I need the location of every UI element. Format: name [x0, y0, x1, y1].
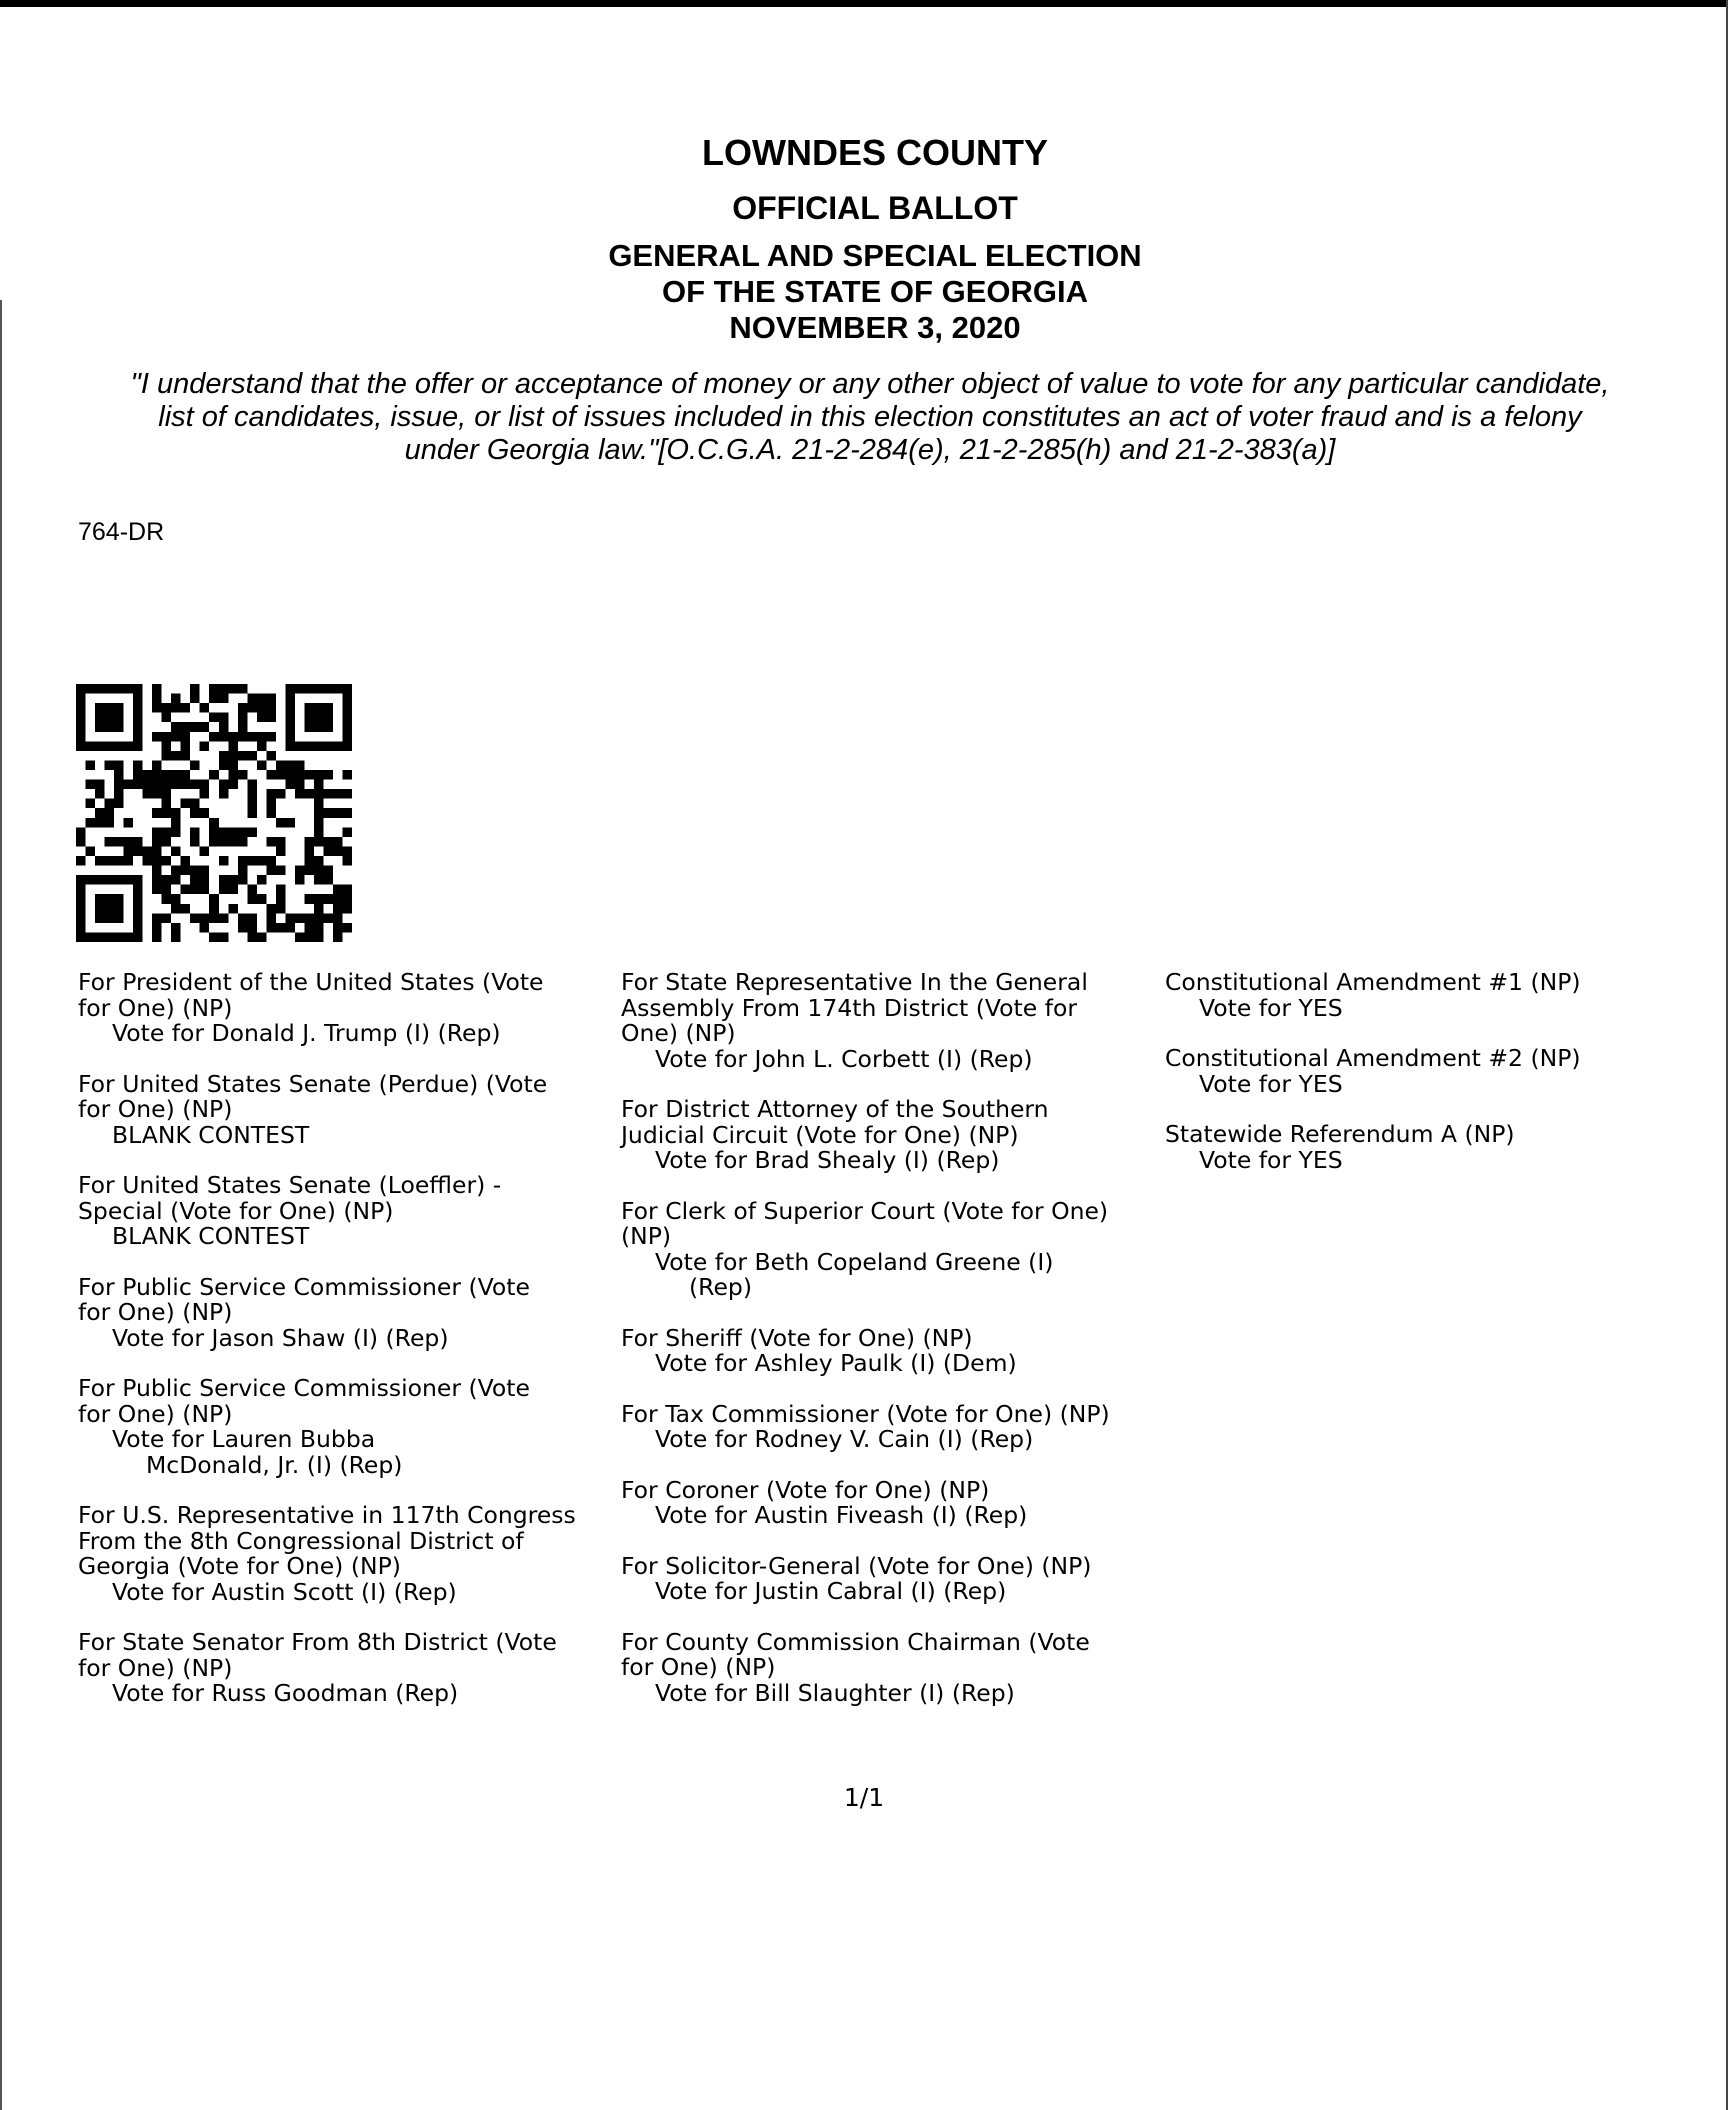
- selection: [78, 1224, 638, 1250]
- contest-title-line: Assembly From 174th District (Vote for: [621, 993, 1077, 1022]
- selection-text: Vote for Austin Scott (I) (Rep): [112, 1577, 457, 1606]
- contest-title-line: for One) (NP): [78, 1399, 233, 1428]
- contest-title-line: Constitutional Amendment #1 (NP): [1165, 968, 1581, 996]
- oath-line-3: under Georgia law."[O.C.G.A. 21-2-284(e), 21-2-285(h) and 21-2-383(a)]: [404, 434, 1336, 466]
- selection: [78, 1120, 638, 1149]
- contest-title-line: For Coroner (Vote for One) (NP): [621, 1475, 990, 1504]
- ballot-column-2: [621, 970, 1181, 1731]
- ballot-column-1: [78, 970, 638, 1732]
- selection: [621, 1678, 1181, 1707]
- oath-line-1: "I understand that the offer or acceptance of money or any other object of value to vote for any particular candidate,: [130, 368, 1610, 400]
- contest: [78, 1272, 638, 1352]
- contest-title-line: From the 8th Congressional District of: [78, 1526, 524, 1555]
- contest-title-line: For United States Senate (Perdue) (Vote: [78, 1069, 548, 1098]
- left-scan-edge: [0, 300, 2, 2110]
- top-border: [0, 0, 1728, 7]
- contest-title-line: for One) (NP): [78, 993, 233, 1022]
- selection: [1165, 1145, 1725, 1174]
- voter-fraud-statement: [60, 368, 1680, 467]
- selection: [621, 1044, 1181, 1073]
- election-line-2: OF THE STATE OF GEORGIA: [662, 274, 1088, 309]
- oath-line-2: list of candidates, issue, or list of issues included in this election constitutes an act of voter fraud and is a felony: [158, 401, 1582, 433]
- selection-text: Vote for YES: [1199, 1069, 1343, 1098]
- contest-title-line: For Clerk of Superior Court (Vote for One): [621, 1196, 1109, 1225]
- selection: [78, 1323, 638, 1352]
- contest-title-line: For Sheriff (Vote for One) (NP): [621, 1323, 973, 1352]
- selection-text: Vote for YES: [1199, 993, 1343, 1022]
- selection-text: Vote for Austin Fiveash (I) (Rep): [655, 1501, 1028, 1529]
- selection-text: Vote for Lauren Bubba: [112, 1425, 376, 1453]
- contest: [621, 1399, 1181, 1453]
- contest-title-line: One) (NP): [621, 1019, 736, 1047]
- contest-title-line: For United States Senate (Loeffler) -: [78, 1171, 502, 1199]
- selection: [621, 1148, 1181, 1174]
- contest-title-line: Special (Vote for One) (NP): [78, 1196, 394, 1225]
- ballot-style-id: 764-DR: [78, 518, 165, 546]
- contest-title-line: for One) (NP): [78, 1653, 233, 1682]
- selection-text: Vote for Donald J. Trump (I) (Rep): [112, 1019, 501, 1047]
- county-title: LOWNDES COUNTY: [702, 132, 1048, 173]
- contest-title-line: Statewide Referendum A (NP): [1165, 1120, 1515, 1148]
- selection-text: Vote for Brad Shealy (I) (Rep): [655, 1146, 1000, 1174]
- contest-title-line: For Solicitor-General (Vote for One) (NP): [621, 1551, 1092, 1580]
- contest-title-line: For District Attorney of the Southern: [621, 1095, 1049, 1123]
- contest: [621, 1627, 1181, 1707]
- contest-title-line: For President of the United States (Vote: [78, 968, 544, 996]
- contest: [621, 1475, 1181, 1529]
- contest: [621, 1196, 1181, 1301]
- selection-text: Vote for Beth Copeland Greene (I): [655, 1247, 1054, 1276]
- contest: [1165, 1122, 1725, 1173]
- selection: [621, 1503, 1181, 1529]
- selection: [621, 1351, 1181, 1377]
- contest: [621, 1097, 1181, 1174]
- selection-text: Vote for YES: [1199, 1145, 1343, 1174]
- contest: [621, 1551, 1181, 1605]
- contest-title-line: For Tax Commissioner (Vote for One) (NP): [621, 1399, 1110, 1428]
- selection-text: Vote for Justin Cabral (I) (Rep): [655, 1577, 1007, 1605]
- selection-text: Vote for John L. Corbett (I) (Rep): [655, 1044, 1033, 1073]
- contest: [621, 1323, 1181, 1377]
- ballot-column-3: [1165, 970, 1725, 1198]
- contest: [78, 1630, 638, 1707]
- selection: [621, 1427, 1181, 1453]
- selection: [78, 1577, 638, 1606]
- contest-title-line: (NP): [621, 1222, 672, 1250]
- selection-text: Vote for Rodney V. Cain (I) (Rep): [655, 1425, 1034, 1453]
- contest-title-line: Judicial Circuit (Vote for One) (NP): [621, 1120, 1019, 1149]
- selection-text: Vote for Bill Slaughter (I) (Rep): [655, 1678, 1015, 1707]
- selection: [78, 1427, 638, 1478]
- contest-title-line: For State Senator From 8th District (Vote: [78, 1628, 557, 1656]
- contest: [78, 1173, 638, 1250]
- qr-code: [76, 684, 352, 942]
- contest: [78, 1376, 638, 1478]
- selection-text: BLANK CONTEST: [112, 1222, 310, 1250]
- contest: [621, 970, 1181, 1072]
- selection: [621, 1247, 1181, 1301]
- ballot-type: OFFICIAL BALLOT: [732, 190, 1018, 226]
- selection: [78, 1021, 638, 1047]
- selection-text: Vote for Jason Shaw (I) (Rep): [112, 1323, 449, 1352]
- selection: [621, 1579, 1181, 1605]
- contest-title-line: For U.S. Representative in 117th Congress: [78, 1501, 576, 1529]
- contest-title-line: Constitutional Amendment #2 (NP): [1165, 1044, 1581, 1072]
- page-number: 1/1: [843, 1783, 885, 1812]
- contest-title-line: For County Commission Chairman (Vote: [621, 1627, 1090, 1656]
- election-title: [0, 238, 1728, 346]
- contest-title-line: Georgia (Vote for One) (NP): [78, 1552, 401, 1580]
- ballot-header: [0, 128, 1728, 346]
- contest-title-line: For Public Service Commissioner (Vote: [78, 1272, 530, 1301]
- contest: [78, 1503, 638, 1605]
- contest-title-line: For Public Service Commissioner (Vote: [78, 1374, 530, 1402]
- selection-text: Vote for Russ Goodman (Rep): [112, 1679, 459, 1707]
- contest: [1165, 970, 1725, 1021]
- contest: [78, 970, 638, 1047]
- selection-text: Vote for Ashley Paulk (I) (Dem): [655, 1349, 1017, 1377]
- contest-title-line: for One) (NP): [78, 1298, 233, 1326]
- selection-continuation: McDonald, Jr. (I) (Rep): [146, 1450, 403, 1479]
- selection: [1165, 993, 1725, 1022]
- election-date: NOVEMBER 3, 2020: [729, 310, 1021, 345]
- contest: [1165, 1046, 1725, 1097]
- selection-text: BLANK CONTEST: [112, 1120, 310, 1149]
- election-line-1: GENERAL AND SPECIAL ELECTION: [608, 238, 1142, 273]
- contest-title-line: for One) (NP): [621, 1653, 776, 1681]
- selection: [1165, 1069, 1725, 1098]
- contest: [78, 1069, 638, 1149]
- contest-title-line: for One) (NP): [78, 1095, 233, 1123]
- selection: [78, 1681, 638, 1707]
- selection-continuation: (Rep): [689, 1273, 752, 1301]
- contest-title-line: For State Representative In the General: [621, 968, 1088, 996]
